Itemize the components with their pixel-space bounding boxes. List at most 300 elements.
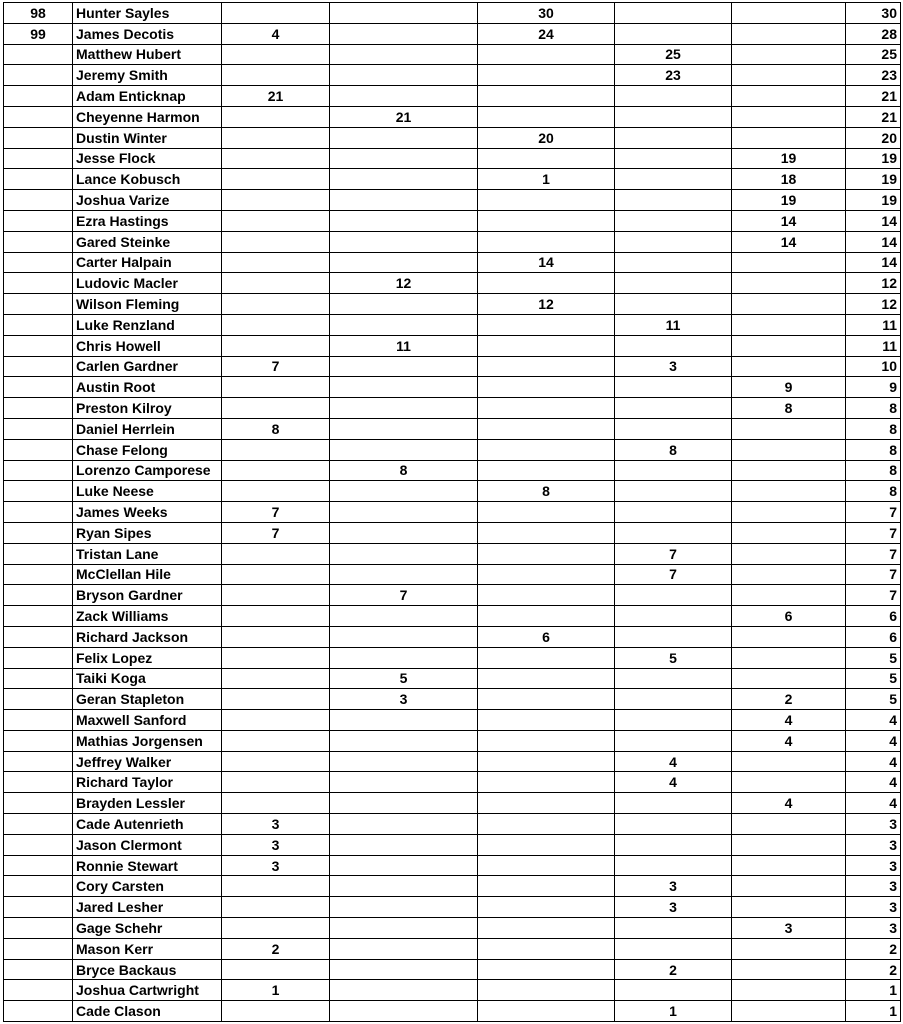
total-points-cell: 14	[846, 210, 901, 231]
position-cell	[4, 710, 73, 731]
round-1-points-cell: 2	[222, 938, 330, 959]
table-row	[4, 918, 901, 939]
total-points-cell: 4	[846, 730, 901, 751]
round-4-points-cell	[615, 689, 732, 710]
round-2-points-cell	[330, 834, 478, 855]
round-1-points-cell: 8	[222, 418, 330, 439]
round-2-points-cell	[330, 127, 478, 148]
round-1-points-cell	[222, 106, 330, 127]
round-2-points-cell	[330, 210, 478, 231]
round-2-points-cell	[330, 814, 478, 835]
round-2-points-cell	[330, 377, 478, 398]
round-4-points-cell	[615, 190, 732, 211]
round-3-points-cell	[478, 273, 615, 294]
position-cell	[4, 44, 73, 65]
position-cell	[4, 273, 73, 294]
round-3-points-cell	[478, 689, 615, 710]
table-row	[4, 439, 901, 460]
table-row	[4, 730, 901, 751]
total-points-cell: 8	[846, 418, 901, 439]
total-points-cell: 3	[846, 876, 901, 897]
round-1-points-cell	[222, 668, 330, 689]
position-cell	[4, 418, 73, 439]
rider-name-cell: Gared Steinke	[73, 231, 222, 252]
position-cell	[4, 689, 73, 710]
round-4-points-cell	[615, 834, 732, 855]
rider-name-cell: Bryson Gardner	[73, 585, 222, 606]
round-1-points-cell: 1	[222, 980, 330, 1001]
table-row	[4, 127, 901, 148]
rider-name-cell: Geran Stapleton	[73, 689, 222, 710]
round-2-points-cell	[330, 606, 478, 627]
rider-name-cell: Cade Clason	[73, 1001, 222, 1022]
round-3-points-cell	[478, 522, 615, 543]
round-4-points-cell	[615, 294, 732, 315]
position-cell	[4, 314, 73, 335]
round-5-points-cell	[732, 876, 846, 897]
round-3-points-cell: 12	[478, 294, 615, 315]
position-cell	[4, 106, 73, 127]
round-5-points-cell	[732, 751, 846, 772]
round-2-points-cell	[330, 231, 478, 252]
round-2-points-cell	[330, 1001, 478, 1022]
round-1-points-cell	[222, 273, 330, 294]
round-5-points-cell	[732, 86, 846, 107]
round-1-points-cell	[222, 689, 330, 710]
position-cell	[4, 252, 73, 273]
round-2-points-cell	[330, 918, 478, 939]
position-cell	[4, 481, 73, 502]
rider-name-cell: Matthew Hubert	[73, 44, 222, 65]
total-points-cell: 7	[846, 522, 901, 543]
position-cell	[4, 980, 73, 1001]
round-4-points-cell	[615, 418, 732, 439]
table-row	[4, 190, 901, 211]
total-points-cell: 19	[846, 148, 901, 169]
round-5-points-cell	[732, 481, 846, 502]
round-1-points-cell	[222, 231, 330, 252]
rider-name-cell: Preston Kilroy	[73, 398, 222, 419]
round-2-points-cell: 12	[330, 273, 478, 294]
round-3-points-cell	[478, 210, 615, 231]
round-1-points-cell: 3	[222, 834, 330, 855]
rider-name-cell: Ronnie Stewart	[73, 855, 222, 876]
total-points-cell: 8	[846, 398, 901, 419]
table-row	[4, 273, 901, 294]
total-points-cell: 1	[846, 980, 901, 1001]
round-4-points-cell	[615, 793, 732, 814]
round-5-points-cell: 14	[732, 210, 846, 231]
round-5-points-cell	[732, 938, 846, 959]
round-3-points-cell	[478, 918, 615, 939]
round-3-points-cell: 20	[478, 127, 615, 148]
round-1-points-cell	[222, 543, 330, 564]
round-4-points-cell: 7	[615, 543, 732, 564]
round-4-points-cell	[615, 210, 732, 231]
position-cell	[4, 356, 73, 377]
round-1-points-cell	[222, 294, 330, 315]
round-4-points-cell	[615, 730, 732, 751]
round-3-points-cell	[478, 314, 615, 335]
round-1-points-cell	[222, 564, 330, 585]
round-2-points-cell	[330, 730, 478, 751]
round-5-points-cell	[732, 44, 846, 65]
round-4-points-cell	[615, 481, 732, 502]
round-1-points-cell	[222, 793, 330, 814]
round-4-points-cell	[615, 23, 732, 44]
table-row	[4, 148, 901, 169]
round-5-points-cell	[732, 294, 846, 315]
table-row	[4, 543, 901, 564]
round-3-points-cell: 1	[478, 169, 615, 190]
round-5-points-cell	[732, 585, 846, 606]
round-4-points-cell: 7	[615, 564, 732, 585]
table-row	[4, 980, 901, 1001]
round-5-points-cell	[732, 522, 846, 543]
round-4-points-cell	[615, 522, 732, 543]
round-5-points-cell	[732, 1001, 846, 1022]
position-cell	[4, 127, 73, 148]
rider-name-cell: Wilson Fleming	[73, 294, 222, 315]
rider-name-cell: Adam Enticknap	[73, 86, 222, 107]
round-3-points-cell	[478, 398, 615, 419]
round-5-points-cell	[732, 273, 846, 294]
round-2-points-cell	[330, 751, 478, 772]
round-2-points-cell	[330, 938, 478, 959]
round-3-points-cell	[478, 1001, 615, 1022]
position-cell	[4, 897, 73, 918]
round-1-points-cell	[222, 626, 330, 647]
round-5-points-cell: 8	[732, 398, 846, 419]
round-5-points-cell: 4	[732, 730, 846, 751]
total-points-cell: 10	[846, 356, 901, 377]
round-3-points-cell	[478, 897, 615, 918]
round-3-points-cell	[478, 148, 615, 169]
round-3-points-cell: 8	[478, 481, 615, 502]
table-row	[4, 23, 901, 44]
round-3-points-cell	[478, 834, 615, 855]
rider-name-cell: Luke Neese	[73, 481, 222, 502]
total-points-cell: 20	[846, 127, 901, 148]
round-2-points-cell: 7	[330, 585, 478, 606]
table-row	[4, 294, 901, 315]
table-row	[4, 398, 901, 419]
table-row	[4, 585, 901, 606]
round-3-points-cell	[478, 814, 615, 835]
round-3-points-cell	[478, 959, 615, 980]
round-1-points-cell: 7	[222, 502, 330, 523]
total-points-cell: 4	[846, 710, 901, 731]
rider-name-cell: Zack Williams	[73, 606, 222, 627]
round-2-points-cell	[330, 855, 478, 876]
position-cell	[4, 377, 73, 398]
position-cell	[4, 772, 73, 793]
total-points-cell: 5	[846, 689, 901, 710]
round-4-points-cell: 3	[615, 897, 732, 918]
round-3-points-cell	[478, 377, 615, 398]
round-5-points-cell	[732, 897, 846, 918]
position-cell	[4, 585, 73, 606]
round-5-points-cell	[732, 127, 846, 148]
table-row	[4, 252, 901, 273]
round-5-points-cell	[732, 502, 846, 523]
table-row	[4, 44, 901, 65]
total-points-cell: 19	[846, 169, 901, 190]
round-4-points-cell	[615, 938, 732, 959]
round-4-points-cell	[615, 106, 732, 127]
total-points-cell: 21	[846, 106, 901, 127]
round-4-points-cell	[615, 710, 732, 731]
round-4-points-cell: 8	[615, 439, 732, 460]
table-row	[4, 65, 901, 86]
rider-name-cell: Cade Autenrieth	[73, 814, 222, 835]
table-row	[4, 959, 901, 980]
round-4-points-cell: 3	[615, 876, 732, 897]
table-row	[4, 231, 901, 252]
round-5-points-cell: 2	[732, 689, 846, 710]
position-cell	[4, 398, 73, 419]
total-points-cell: 3	[846, 814, 901, 835]
position-cell: 98	[4, 3, 73, 24]
round-4-points-cell: 3	[615, 356, 732, 377]
rider-name-cell: Ezra Hastings	[73, 210, 222, 231]
round-5-points-cell: 4	[732, 793, 846, 814]
table-row	[4, 460, 901, 481]
round-2-points-cell	[330, 772, 478, 793]
round-3-points-cell	[478, 938, 615, 959]
round-3-points-cell	[478, 606, 615, 627]
table-row	[4, 564, 901, 585]
rider-name-cell: Ryan Sipes	[73, 522, 222, 543]
round-5-points-cell	[732, 834, 846, 855]
round-2-points-cell	[330, 65, 478, 86]
round-4-points-cell: 25	[615, 44, 732, 65]
total-points-cell: 8	[846, 481, 901, 502]
position-cell	[4, 231, 73, 252]
round-2-points-cell	[330, 86, 478, 107]
round-1-points-cell	[222, 481, 330, 502]
round-5-points-cell	[732, 564, 846, 585]
standings-body	[4, 3, 901, 1022]
round-5-points-cell	[732, 460, 846, 481]
total-points-cell: 7	[846, 585, 901, 606]
round-1-points-cell	[222, 897, 330, 918]
table-row	[4, 86, 901, 107]
round-1-points-cell	[222, 439, 330, 460]
round-5-points-cell: 19	[732, 190, 846, 211]
table-row	[4, 793, 901, 814]
round-1-points-cell	[222, 606, 330, 627]
round-1-points-cell: 3	[222, 855, 330, 876]
table-row	[4, 169, 901, 190]
round-2-points-cell	[330, 710, 478, 731]
round-3-points-cell	[478, 730, 615, 751]
round-2-points-cell: 21	[330, 106, 478, 127]
round-5-points-cell	[732, 65, 846, 86]
rider-name-cell: Taiki Koga	[73, 668, 222, 689]
round-4-points-cell: 4	[615, 772, 732, 793]
round-1-points-cell: 4	[222, 23, 330, 44]
total-points-cell: 9	[846, 377, 901, 398]
round-4-points-cell: 2	[615, 959, 732, 980]
rider-name-cell: Carter Halpain	[73, 252, 222, 273]
round-3-points-cell	[478, 44, 615, 65]
total-points-cell: 4	[846, 793, 901, 814]
round-2-points-cell	[330, 481, 478, 502]
round-2-points-cell	[330, 647, 478, 668]
round-5-points-cell	[732, 335, 846, 356]
position-cell	[4, 834, 73, 855]
round-4-points-cell	[615, 3, 732, 24]
round-1-points-cell	[222, 44, 330, 65]
round-1-points-cell	[222, 190, 330, 211]
round-1-points-cell	[222, 127, 330, 148]
rider-name-cell: Hunter Sayles	[73, 3, 222, 24]
round-5-points-cell: 6	[732, 606, 846, 627]
round-3-points-cell	[478, 668, 615, 689]
round-2-points-cell	[330, 439, 478, 460]
round-4-points-cell	[615, 86, 732, 107]
position-cell	[4, 522, 73, 543]
position-cell	[4, 647, 73, 668]
total-points-cell: 3	[846, 897, 901, 918]
round-4-points-cell	[615, 918, 732, 939]
round-3-points-cell	[478, 710, 615, 731]
position-cell	[4, 564, 73, 585]
rider-name-cell: Carlen Gardner	[73, 356, 222, 377]
round-5-points-cell	[732, 772, 846, 793]
round-1-points-cell	[222, 148, 330, 169]
round-5-points-cell	[732, 314, 846, 335]
rider-name-cell: Bryce Backaus	[73, 959, 222, 980]
round-2-points-cell	[330, 522, 478, 543]
round-5-points-cell: 9	[732, 377, 846, 398]
round-2-points-cell: 11	[330, 335, 478, 356]
total-points-cell: 7	[846, 502, 901, 523]
round-5-points-cell	[732, 439, 846, 460]
total-points-cell: 4	[846, 751, 901, 772]
position-cell	[4, 814, 73, 835]
round-3-points-cell	[478, 439, 615, 460]
table-row	[4, 502, 901, 523]
round-1-points-cell	[222, 710, 330, 731]
rider-name-cell: Dustin Winter	[73, 127, 222, 148]
round-5-points-cell	[732, 668, 846, 689]
table-row	[4, 418, 901, 439]
round-2-points-cell	[330, 190, 478, 211]
round-4-points-cell	[615, 252, 732, 273]
round-4-points-cell	[615, 127, 732, 148]
position-cell	[4, 190, 73, 211]
total-points-cell: 4	[846, 772, 901, 793]
table-row	[4, 335, 901, 356]
round-4-points-cell	[615, 398, 732, 419]
total-points-cell: 2	[846, 938, 901, 959]
round-2-points-cell	[330, 356, 478, 377]
round-3-points-cell	[478, 356, 615, 377]
table-row	[4, 834, 901, 855]
round-4-points-cell	[615, 668, 732, 689]
round-5-points-cell: 18	[732, 169, 846, 190]
round-5-points-cell	[732, 855, 846, 876]
rider-name-cell: Gage Schehr	[73, 918, 222, 939]
round-3-points-cell	[478, 418, 615, 439]
position-cell	[4, 169, 73, 190]
rider-name-cell: Chris Howell	[73, 335, 222, 356]
total-points-cell: 3	[846, 855, 901, 876]
round-4-points-cell: 4	[615, 751, 732, 772]
round-3-points-cell	[478, 335, 615, 356]
round-1-points-cell	[222, 3, 330, 24]
table-row	[4, 772, 901, 793]
table-row	[4, 876, 901, 897]
table-row	[4, 3, 901, 24]
round-5-points-cell: 4	[732, 710, 846, 731]
round-1-points-cell	[222, 398, 330, 419]
round-1-points-cell	[222, 647, 330, 668]
round-3-points-cell	[478, 876, 615, 897]
position-cell: 99	[4, 23, 73, 44]
round-1-points-cell	[222, 169, 330, 190]
round-4-points-cell	[615, 585, 732, 606]
round-4-points-cell: 1	[615, 1001, 732, 1022]
rider-name-cell: Ludovic Macler	[73, 273, 222, 294]
round-5-points-cell: 19	[732, 148, 846, 169]
round-3-points-cell: 24	[478, 23, 615, 44]
position-cell	[4, 148, 73, 169]
position-cell	[4, 210, 73, 231]
round-1-points-cell: 7	[222, 522, 330, 543]
round-1-points-cell	[222, 65, 330, 86]
table-row	[4, 377, 901, 398]
round-5-points-cell	[732, 3, 846, 24]
rider-name-cell: Joshua Cartwright	[73, 980, 222, 1001]
round-3-points-cell: 30	[478, 3, 615, 24]
total-points-cell: 21	[846, 86, 901, 107]
position-cell	[4, 543, 73, 564]
position-cell	[4, 86, 73, 107]
round-4-points-cell	[615, 814, 732, 835]
round-1-points-cell	[222, 314, 330, 335]
position-cell	[4, 502, 73, 523]
rider-name-cell: Brayden Lessler	[73, 793, 222, 814]
round-2-points-cell	[330, 44, 478, 65]
round-4-points-cell	[615, 460, 732, 481]
round-5-points-cell	[732, 23, 846, 44]
round-5-points-cell	[732, 252, 846, 273]
position-cell	[4, 918, 73, 939]
total-points-cell: 19	[846, 190, 901, 211]
round-3-points-cell	[478, 564, 615, 585]
round-3-points-cell	[478, 585, 615, 606]
round-1-points-cell: 21	[222, 86, 330, 107]
total-points-cell: 7	[846, 543, 901, 564]
position-cell	[4, 439, 73, 460]
total-points-cell: 11	[846, 335, 901, 356]
table-row	[4, 522, 901, 543]
round-3-points-cell	[478, 190, 615, 211]
round-2-points-cell	[330, 959, 478, 980]
rider-name-cell: Mason Kerr	[73, 938, 222, 959]
total-points-cell: 3	[846, 834, 901, 855]
position-cell	[4, 294, 73, 315]
rider-name-cell: McClellan Hile	[73, 564, 222, 585]
table-row	[4, 814, 901, 835]
total-points-cell: 25	[846, 44, 901, 65]
total-points-cell: 1	[846, 1001, 901, 1022]
table-row	[4, 938, 901, 959]
total-points-cell: 14	[846, 231, 901, 252]
